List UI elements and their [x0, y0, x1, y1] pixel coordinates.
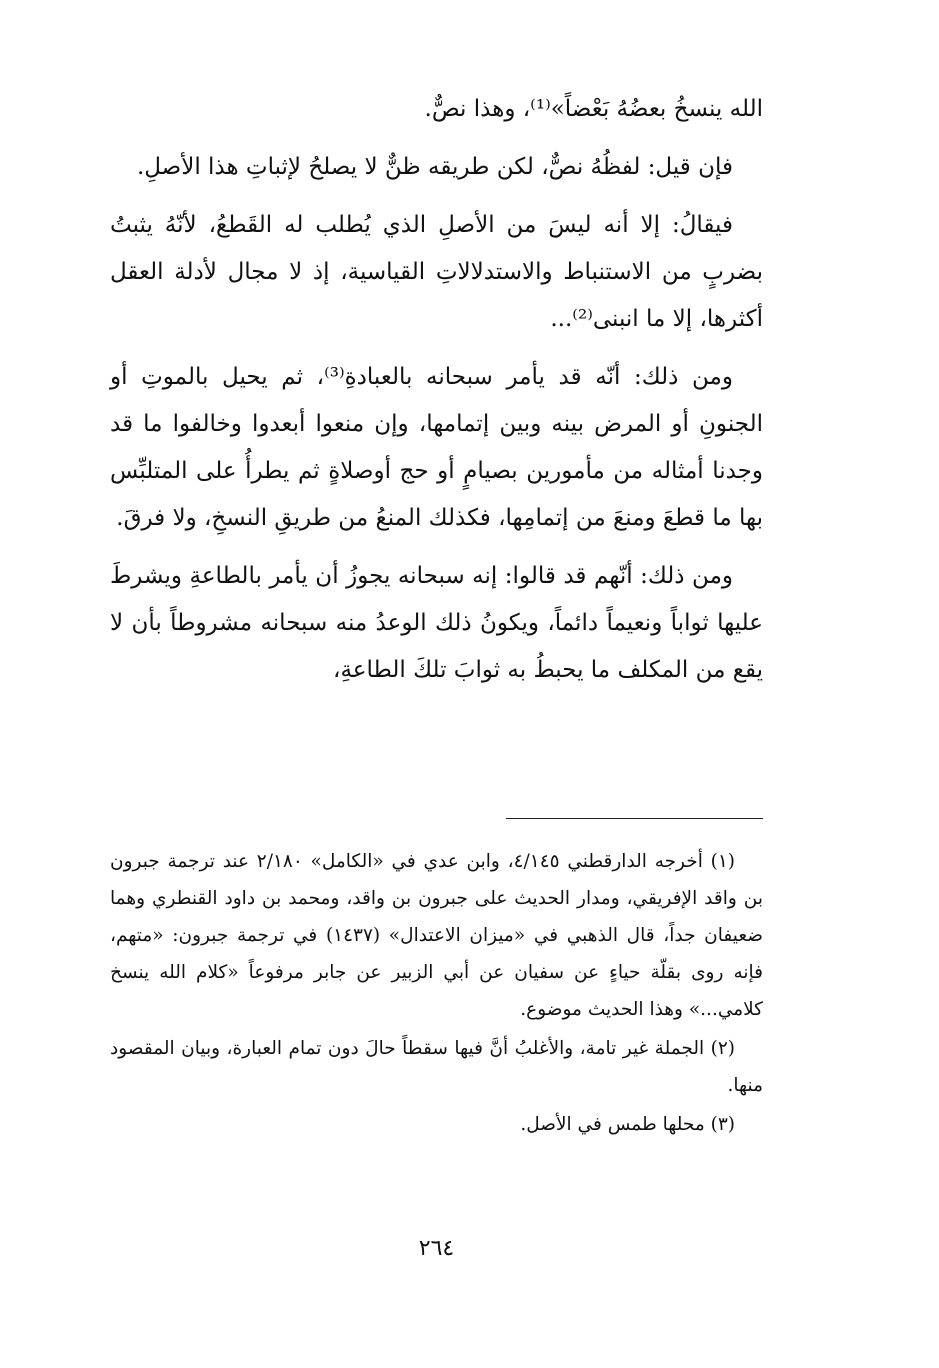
paragraph-3: فيقالُ: إلا أنه ليسَ من الأصلِ الذي يُطلب له القَطعُ، لأنّهُ يثبتُ بضربٍ من الاستنباط والاستدلالاتِ القياسية، إذ لا مجال لأدلة العقل أكثرها، إلا ما انبنى⁽²⁾... [110, 212, 763, 332]
footnotes [110, 843, 763, 1145]
footnote-3: (٣) محلها طمس في الأصل. [520, 1114, 735, 1135]
book-page [110, 0, 763, 1368]
footnote-1: (١) أخرجه الدارقطني ٤/١٤٥، وابن عدي في «الكامل» ٢/١٨٠ عند ترجمة جبرون بن واقد الإفريقي، ومدار الحديث على جبرون بن واقد، ومحمد بن داود القنطري وهما ضعيفان جداً، قال الذهبي في «ميزان الاعتدال» (١٤٣٧) في ترجمة جبرون: «متهم، فإنه روى بقلّة حياءٍ عن سفيان عن أبي الزبير عن جابر مرفوعاً «كلام الله ينسخ كلامي...» وهذا الحديث موضوع. [110, 851, 763, 1020]
footnote-2: (٢) الجملة غير تامة، والأغلبُ أنَّ فيها سقطاً حالَ دون تمام العبارة، وبيان المقصود منها. [110, 1038, 763, 1096]
main-text [110, 86, 763, 705]
paragraph-2: فإن قيل: لفظُهُ نصٌّ، لكن طريقه ظنٌّ لا يصلحُ لإثباتِ هذا الأصلِ. [136, 154, 733, 180]
footnote-divider [506, 818, 763, 819]
paragraph-1: الله ينسخُ بعضُهُ بَعْضاً»⁽¹⁾، وهذا نصٌّ. [424, 96, 763, 122]
paragraph-4: ومن ذلك: أنّه قد يأمر سبحانه بالعبادةِ⁽³⁾، ثم يحيل بالموتِ أو الجنونِ أو المرض بينه وبين إتمامها، وإن منعوا أبعدوا وخالفوا ما قد وجدنا أمثاله من مأمورين بصيامٍ أو حج أوصلاةٍ ثم يطرأُ على المتلبِّس بها ما قطعَ ومنعَ من إتمامِها، فكذلك المنعُ من طريقِ النسخِ، ولا فرقَ. [110, 364, 763, 531]
page-number: ٢٦٤ [418, 1236, 455, 1261]
paragraph-5: ومن ذلك: أنّهم قد قالوا: إنه سبحانه يجوزُ أن يأمر بالطاعةِ ويشرطَ عليها ثواباً ونعيماً دائماً، ويكونُ ذلك الوعدُ منه سبحانه مشروطاً بأن لا يقع من المكلف ما يحبطُ به ثوابَ تلكَ الطاعةِ، [110, 563, 763, 683]
